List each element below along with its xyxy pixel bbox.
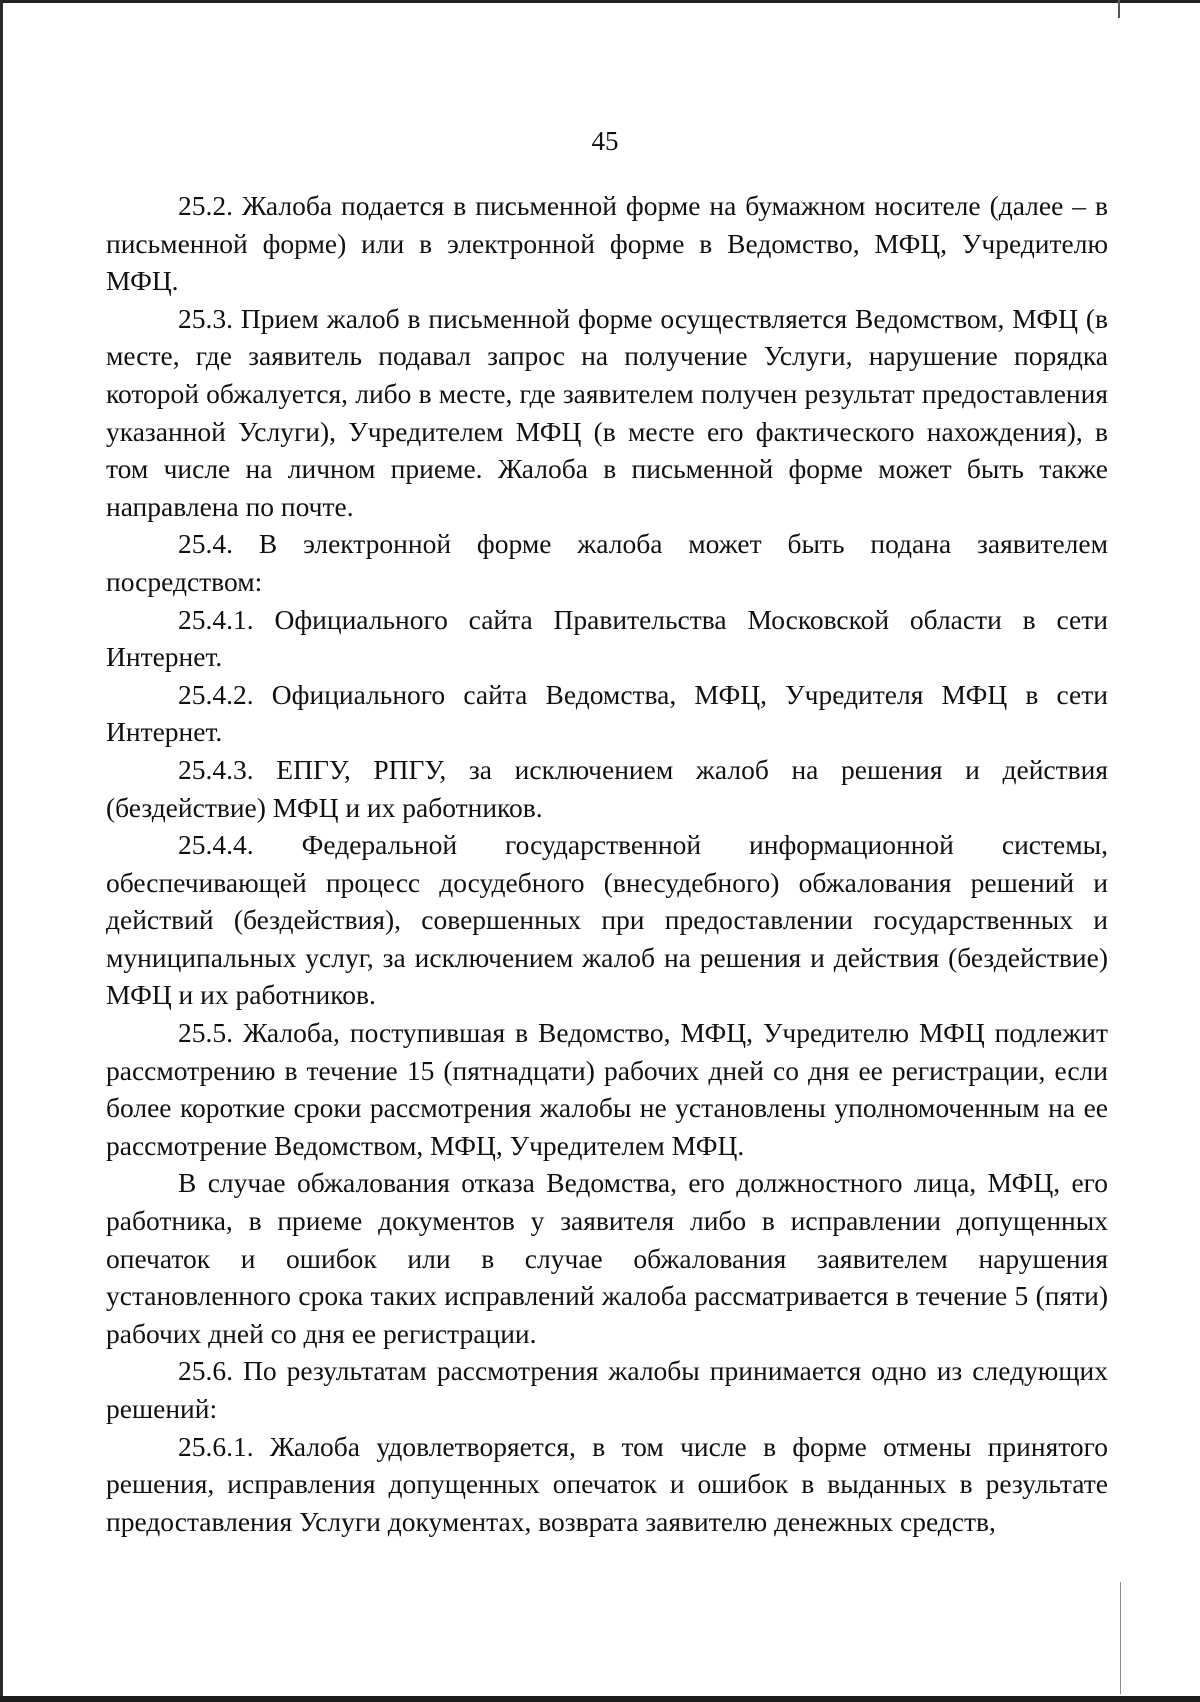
scan-edge-top	[0, 0, 1200, 3]
paragraph-25-4-3: 25.4.3. ЕПГУ, РПГУ, за исключением жалоб на решения и действия (бездействие) МФЦ и их работников.	[106, 753, 1108, 823]
paragraph-25-3: 25.3. Прием жалоб в письменной форме осуществляется Ведомством, МФЦ (в месте, где заявитель подавал запрос на получение Услуги, нарушение порядка которой обжалуется, либо в месте, где заявителем получен результат предоставления указанной Услуги), Учредителем МФЦ (в месте его фактического нахождения), в том числе на личном приеме. Жалоба в письменной форме может быть также направлена по почте.	[106, 302, 1108, 522]
paragraph-25-6: 25.6. По результатам рассмотрения жалобы принимается одно из следующих решений:	[106, 1355, 1108, 1424]
paragraph-25-4: 25.4. В электронной форме жалоба может быть подана заявителем посредством:	[106, 528, 1108, 597]
paragraph-25-2: 25.2. Жалоба подается в письменной форме на бумажном носителе (далее – в письменной форме) или в электронной форме в Ведомство, МФЦ, Учредителю МФЦ.	[106, 190, 1108, 297]
paragraph-25-5-appeal-refusal: В случае обжалования отказа Ведомства, его должностного лица, МФЦ, его работника, в приеме документов у заявителя либо в исправлении допущенных опечаток и ошибок или в случае обжалования заявителем нарушения установленного срока таких исправлений жалоба рассматривается в течение 5 (пяти) рабочих дней со дня ее регистрации.	[106, 1167, 1108, 1349]
scan-line-right	[1120, 1582, 1121, 1694]
scan-mark-right	[1118, 0, 1120, 18]
document-body	[106, 187, 1108, 1540]
paragraph-25-6-1: 25.6.1. Жалоба удовлетворяется, в том числе в форме отмены принятого решения, исправления допущенных опечаток и ошибок в выданных в результате предоставления Услуги документах, возврата заявителю денежных средств,	[106, 1430, 1108, 1537]
page-number: 45	[591, 126, 619, 156]
paragraph-25-4-4: 25.4.4. Федеральной государственной информационной системы, обеспечивающей процесс досудебного (внесудебного) обжалования решений и действий (бездействия), совершенных при предоставлении государственных и муниципальных услуг, за исключением жалоб на решения и действия (бездействие) МФЦ и их работников.	[106, 829, 1108, 1011]
paragraph-25-4-2: 25.4.2. Официального сайта Ведомства, МФЦ, Учредителя МФЦ в сети Интернет.	[106, 678, 1108, 748]
paragraph-25-5: 25.5. Жалоба, поступившая в Ведомство, МФЦ, Учредителю МФЦ подлежит рассмотрению в течение 15 (пятнадцати) рабочих дней со дня ее регистрации, если более короткие сроки рассмотрения жалобы не установлены уполномоченным на ее рассмотрение Ведомством, МФЦ, Учредителем МФЦ.	[106, 1017, 1108, 1161]
paragraph-25-4-1: 25.4.1. Официального сайта Правительства Московской области в сети Интернет.	[106, 603, 1108, 673]
scan-edge-left	[0, 0, 3, 1702]
scan-edge-bottom	[0, 1696, 1200, 1702]
